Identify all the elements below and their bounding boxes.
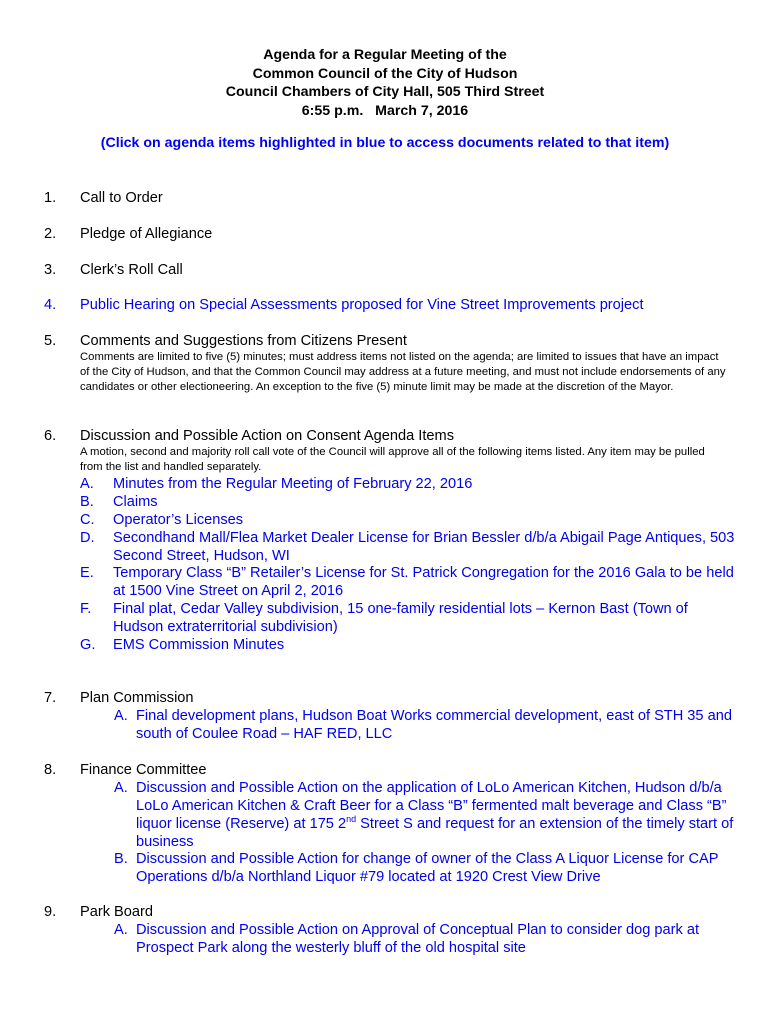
sub-letter: A. (114, 922, 128, 938)
sub-link[interactable]: Final development plans, Hudson Boat Works commercial development, east of STH 35 and south of Coulee Road – HAF RED, LLC (136, 708, 732, 742)
item-title: Comments and Suggestions from Citizens Present (80, 333, 407, 349)
sub-link[interactable]: Discussion and Possible Action on Approval of Conceptual Plan to consider dog park at Prospect Park along the westerly bluff of the old hospital site (136, 922, 700, 956)
item-title: Pledge of Allegiance (80, 226, 213, 242)
sub-letter: C. (80, 512, 95, 528)
item-number: 6. (44, 428, 57, 444)
sub-letter: E. (80, 565, 94, 581)
sub-link[interactable]: Discussion and Possible Action for change of owner of the Class A Liquor License for CAP Operations d/b/a Northland Liquor #79 located at 1920 Crest View Drive (136, 851, 719, 885)
item-link-public-hearing[interactable]: Public Hearing on Special Assessments proposed for Vine Street Improvements project (80, 297, 644, 313)
blue-items-note: (Click on agenda items highlighted in blue to access documents related to that item) (100, 135, 670, 151)
item-title: Call to Order (80, 190, 163, 206)
item-number: 8. (44, 762, 57, 778)
sub-letter: B. (114, 851, 128, 867)
sub-link[interactable]: Claims (113, 494, 158, 510)
sub-letter: A. (114, 780, 128, 796)
item-number: 9. (44, 904, 57, 920)
sub-letter: B. (80, 494, 94, 510)
item-number: 5. (44, 333, 57, 349)
sub-link[interactable]: Minutes from the Regular Meeting of February 22, 2016 (113, 476, 473, 492)
sub-letter: G. (80, 637, 96, 653)
item-number: 2. (44, 226, 57, 242)
header-line-4: 6:55 p.m. March 7, 2016 (301, 102, 469, 119)
sub-letter: D. (80, 530, 95, 546)
item-title: Clerk’s Roll Call (80, 262, 183, 278)
sub-link[interactable]: EMS Commission Minutes (113, 637, 285, 653)
sub-letter: A. (80, 476, 94, 492)
sub-link[interactable]: Operator’s Licenses (113, 512, 244, 528)
item-5-description: Comments are limited to five (5) minutes; must address items not listed on the agenda; are limited to issues that have an impact of the City of Hudson, and that the Common Council may address at a future meeting, and must not include endorsements of any candidates or other electioneering. An exception to the five (5) minute limit may be made at the discretion of the Mayor. (80, 351, 726, 393)
sub-link[interactable]: Temporary Class “B” Retailer’s License for St. Patrick Congregation for the 2016 Gala to be held at 1500 Vine Street on April 2, 2016 (113, 565, 734, 599)
item-title: Finance Committee (80, 762, 207, 778)
item-title: Plan Commission (80, 690, 194, 706)
sub-link[interactable]: Discussion and Possible Action on the application of LoLo American Kitchen, Hudson d/b/a LoLo American Kitchen & Craft Beer for a Class “B” fermented malt beverage and Class “B” liquor license (Reserve) at 175 2nd Street S and request for an extension of the timely start of business (136, 780, 734, 850)
agenda-header (0, 46, 770, 120)
item-number: 4. (44, 297, 57, 313)
sub-link[interactable]: Final plat, Cedar Valley subdivision, 15 one-family residential lots – Kernon Bast (Town of Hudson extraterritorial subdivision) (113, 601, 688, 635)
sub-letter: F. (80, 601, 92, 617)
item-number: 3. (44, 262, 57, 278)
header-line-1: Agenda for a Regular Meeting of the (263, 47, 507, 63)
item-title: Discussion and Possible Action on Consent Agenda Items (80, 428, 454, 444)
header-line-3: Council Chambers of City Hall, 505 Third Street (225, 84, 545, 100)
item-title: Park Board (80, 904, 154, 920)
sub-letter: A. (114, 708, 128, 724)
item-number: 7. (44, 690, 57, 706)
item-6-description: A motion, second and majority roll call vote of the Council will approve all of the following items listed. Any item may be pulled from the list and handled separately. (80, 446, 705, 473)
item-number: 1. (44, 190, 57, 206)
sub-link[interactable]: Secondhand Mall/Flea Market Dealer License for Brian Bessler d/b/a Abigail Page Antiques, 503 Second Street, Hudson, WI (113, 530, 735, 564)
header-line-2: Common Council of the City of Hudson (252, 65, 518, 82)
